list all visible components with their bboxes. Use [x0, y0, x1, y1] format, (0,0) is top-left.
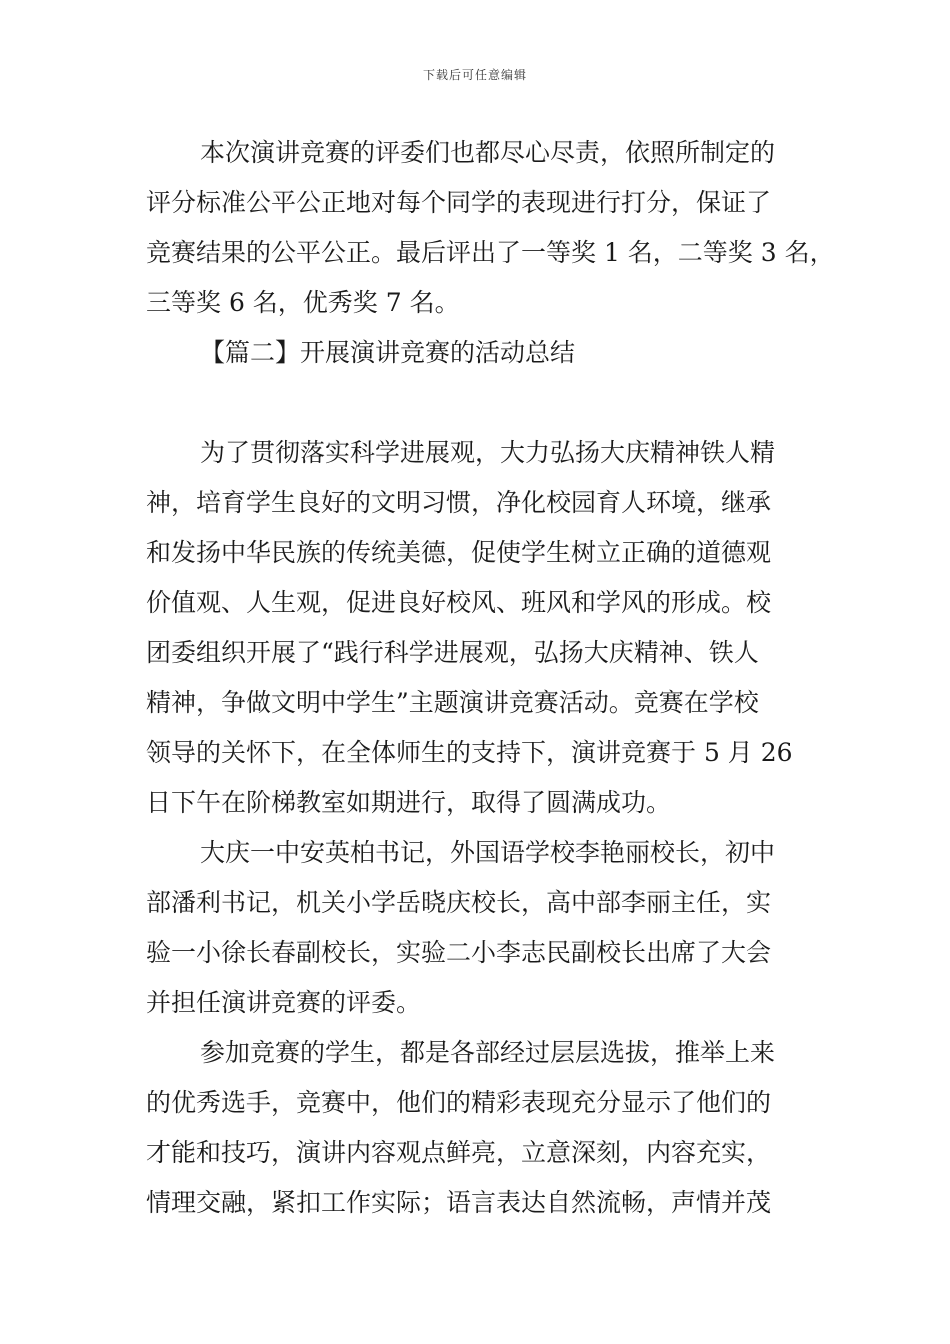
page-header: 下载后可任意编辑 [422, 68, 527, 82]
paragraph-line: 情理交融，紧扣工作实际；语言表达自然流畅，声情并茂 [146, 1188, 772, 1217]
paragraph-line: 并担任演讲竞赛的评委。 [146, 988, 422, 1017]
paragraph-line: 验一小徐长春副校长，实验二小李志民副校长出席了大会 [146, 938, 772, 967]
paragraph-line: 神，培育学生良好的文明习惯，净化校园育人环境，继承 [146, 488, 772, 517]
paragraph-line: 精神，争做文明中学生”主题演讲竞赛活动。竞赛在学校 [146, 688, 759, 717]
paragraph-line: 价值观、人生观，促进良好校风、班风和学风的形成。校 [146, 588, 772, 617]
paragraph-line: 部潘利书记，机关小学岳晓庆校长，高中部李丽主任，实 [146, 888, 772, 917]
section-heading: 【篇二】开展演讲竞赛的活动总结 [200, 338, 576, 367]
paragraph-line: 团委组织开展了“践行科学进展观，弘扬大庆精神、铁人 [146, 638, 759, 667]
paragraph-line: 竞赛结果的公平公正。最后评出了一等奖 1 名，二等奖 3 名， [146, 238, 835, 267]
paragraph-line: 的优秀选手，竞赛中，他们的精彩表现充分显示了他们的 [146, 1088, 772, 1117]
paragraph-line: 评分标准公平公正地对每个同学的表现进行打分，保证了 [146, 188, 772, 217]
paragraph-line: 才能和技巧，演讲内容观点鲜亮，立意深刻，内容充实， [146, 1138, 772, 1167]
paragraph-line: 日下午在阶梯教室如期进行，取得了圆满成功。 [146, 788, 672, 817]
paragraph-line: 大庆一中安英柏书记，外国语学校李艳丽校长，初中 [200, 838, 776, 867]
paragraph-line: 三等奖 6 名，优秀奖 7 名。 [146, 288, 460, 317]
paragraph-line: 参加竞赛的学生，都是各部经过层层选拔，推举上来 [200, 1038, 776, 1067]
paragraph-line: 为了贯彻落实科学进展观，大力弘扬大庆精神铁人精 [200, 438, 776, 467]
blank-line [146, 378, 816, 428]
paragraph-line: 和发扬中华民族的传统美德，促使学生树立正确的道德观 [146, 538, 772, 567]
paragraph-line: 本次演讲竞赛的评委们也都尽心尽责，依照所制定的 [200, 138, 776, 167]
document-body [146, 128, 835, 1228]
paragraph-line: 领导的关怀下，在全体师生的支持下，演讲竞赛于 5 月 26 [146, 738, 793, 767]
